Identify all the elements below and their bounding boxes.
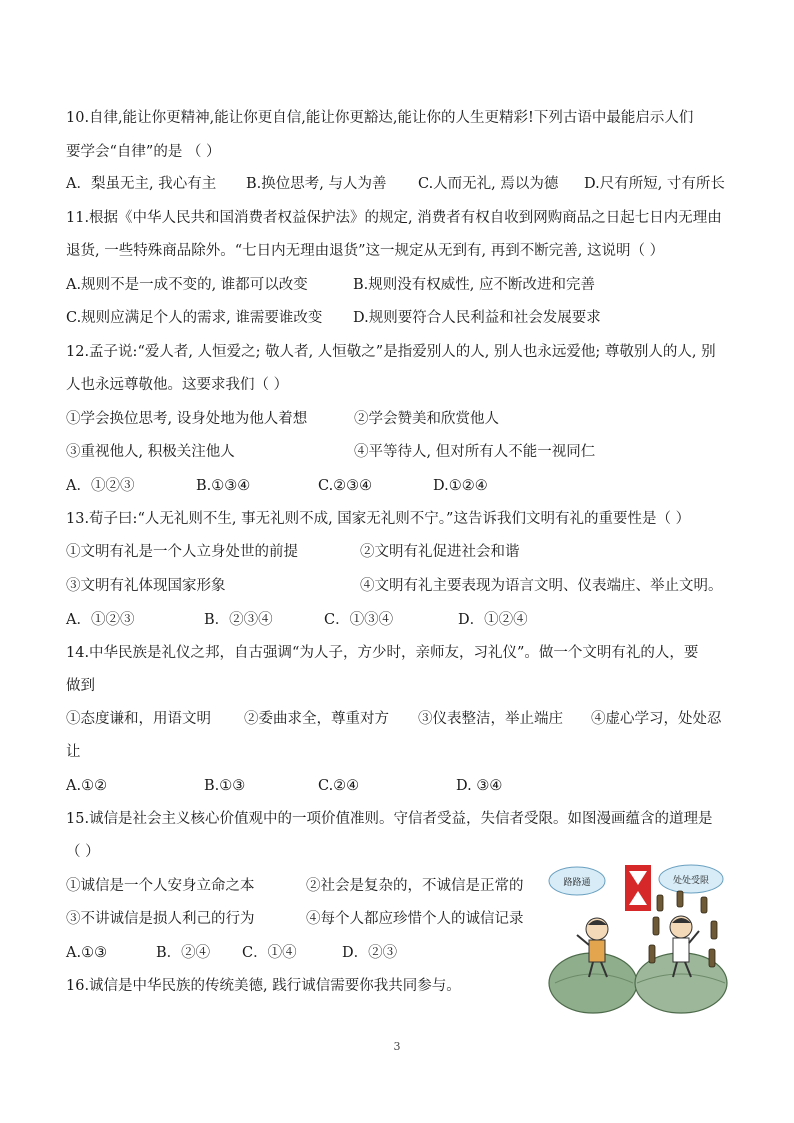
q11-stem-line1: 11.根据《中华人民共和国消费者权益保护法》的规定, 消费者有权自收到网购商品之日起七日内无理由: [66, 210, 722, 226]
q10-option-a: A．梨虽无主, 我心有主: [66, 176, 217, 192]
q12-option-a: A．①②③: [66, 478, 135, 494]
q14-option-c: C.②④: [318, 778, 360, 794]
barrier-post: [649, 945, 655, 963]
q12-option-b: B.①③④: [196, 478, 251, 494]
q10-stem-line2: 要学会“自律”的是 （ ）: [66, 144, 221, 160]
q14-item-1: ①态度谦和，用语文明: [66, 711, 211, 727]
q15-item-3: ③不讲诚信是损人利己的行为: [66, 911, 255, 927]
q14-option-d: D. ③④: [456, 778, 503, 794]
q12-item-2: ②学会赞美和欣赏他人: [354, 411, 499, 427]
q12-stem-line2: 人也永远尊敬他。这要求我们（ ）: [66, 377, 289, 393]
q13-item-4: ④文明有礼主要表现为语言文明、仪表端庄、举止文明。: [360, 578, 723, 594]
q12-option-d: D.①②④: [433, 478, 488, 494]
q11-option-c: C.规则应满足个人的需求, 谁需要谁改变: [66, 310, 323, 326]
q11-stem-line2: 退货, 一些特殊商品除外。“七日内无理由退货”这一规定从无到有, 再到不断完善, 这说明（ ）: [66, 243, 665, 259]
q14-option-a: A.①②: [66, 778, 108, 794]
barrier-post: [709, 949, 715, 967]
q13-option-a: A．①②③: [66, 612, 135, 628]
q16-stem-line1: 16.诚信是中华民族的传统美德, 践行诚信需要你我共同参与。: [66, 978, 461, 994]
q12-item-3: ③重视他人, 积极关注他人: [66, 444, 235, 460]
q12-item-4: ④平等待人, 但对所有人不能一视同仁: [354, 444, 596, 460]
q14-stem-line1: 14.中华民族是礼仪之邦，自古强调“为人子，方少时，亲师友，习礼仪”。做一个文明有礼的人，要: [66, 645, 699, 661]
barrier-post: [657, 895, 663, 911]
right-sign-text: 处处受限: [672, 876, 710, 886]
q13-option-c: C．①③④: [324, 612, 394, 628]
q15-option-a: A.①③: [66, 945, 108, 961]
q13-item-1: ①文明有礼是一个人立身处世的前提: [66, 544, 298, 560]
barrier-post: [701, 897, 707, 913]
q15-item-1: ①诚信是一个人安身立命之本: [66, 878, 255, 894]
barrier-post: [677, 891, 683, 907]
q14-option-b: B.①③: [204, 778, 246, 794]
q12-option-c: C.②③④: [318, 478, 373, 494]
page-number: 3: [393, 1040, 401, 1053]
q11-option-d: D.规则要符合人民利益和社会发展要求: [353, 310, 601, 326]
q15-option-d: D．②③: [342, 945, 398, 961]
q13-item-3: ③文明有礼体现国家形象: [66, 578, 226, 594]
q10-option-b: B.换位思考, 与人为善: [246, 176, 387, 192]
q15-option-b: B．②④: [156, 945, 211, 961]
q13-item-2: ②文明有礼促进社会和谐: [360, 544, 520, 560]
barrier-post: [711, 921, 717, 939]
q15-item-4: ④每个人都应珍惜个人的诚信记录: [306, 911, 524, 927]
left-figure-arm: [577, 935, 589, 945]
q11-option-b: B.规则没有权威性, 应不断改进和完善: [353, 277, 595, 293]
q10-option-c: C.人而无礼, 焉以为德: [418, 176, 559, 192]
integrity-comic-illustration: [545, 855, 730, 1015]
q15-stem-line2: （ ）: [66, 844, 100, 860]
q13-option-d: D．①②④: [458, 612, 528, 628]
q14-item-3: ③仪表整洁，举止端庄: [418, 711, 563, 727]
barrier-post: [653, 917, 659, 935]
right-figure-body: [673, 938, 689, 962]
q12-item-1: ①学会换位思考, 设身处地为他人着想: [66, 411, 308, 427]
q14-item-4: ④虚心学习，处处忍: [591, 711, 722, 727]
q14-item-2: ②委曲求全，尊重对方: [244, 711, 389, 727]
q13-stem-line1: 13.荀子曰:“人无礼则不生, 事无礼则不成, 国家无礼则不宁。”这告诉我们文明有礼的重要性是（ ）: [66, 511, 691, 527]
q10-stem-line1: 10.自律,能让你更精神,能让你更自信,能让你更豁达,能让你的人生更精彩!下列古语中最能启示人们: [66, 110, 694, 126]
q10-option-d: D.尺有所短, 寸有所长: [584, 176, 725, 192]
q14-items-line2: 让: [66, 744, 81, 760]
q14-stem-line2: 做到: [66, 678, 95, 694]
q11-option-a: A.规则不是一成不变的, 谁都可以改变: [66, 277, 308, 293]
q15-stem-line1: 15.诚信是社会主义核心价值观中的一项价值准则。守信者受益，失信者受限。如图漫画蕴含的道理是: [66, 811, 713, 827]
q12-stem-line1: 12.孟子说:“爱人者, 人恒爱之; 敬人者, 人恒敬之”是指爱别人的人, 别人也永远爱他; 尊敬别人的人, 别: [66, 344, 716, 360]
left-figure-body: [589, 940, 605, 962]
q13-option-b: B．②③④: [204, 612, 273, 628]
left-sign-text: 路路通: [563, 878, 591, 888]
q15-option-c: C．①④: [242, 945, 297, 961]
q15-item-2: ②社会是复杂的，不诚信是正常的: [306, 878, 524, 894]
